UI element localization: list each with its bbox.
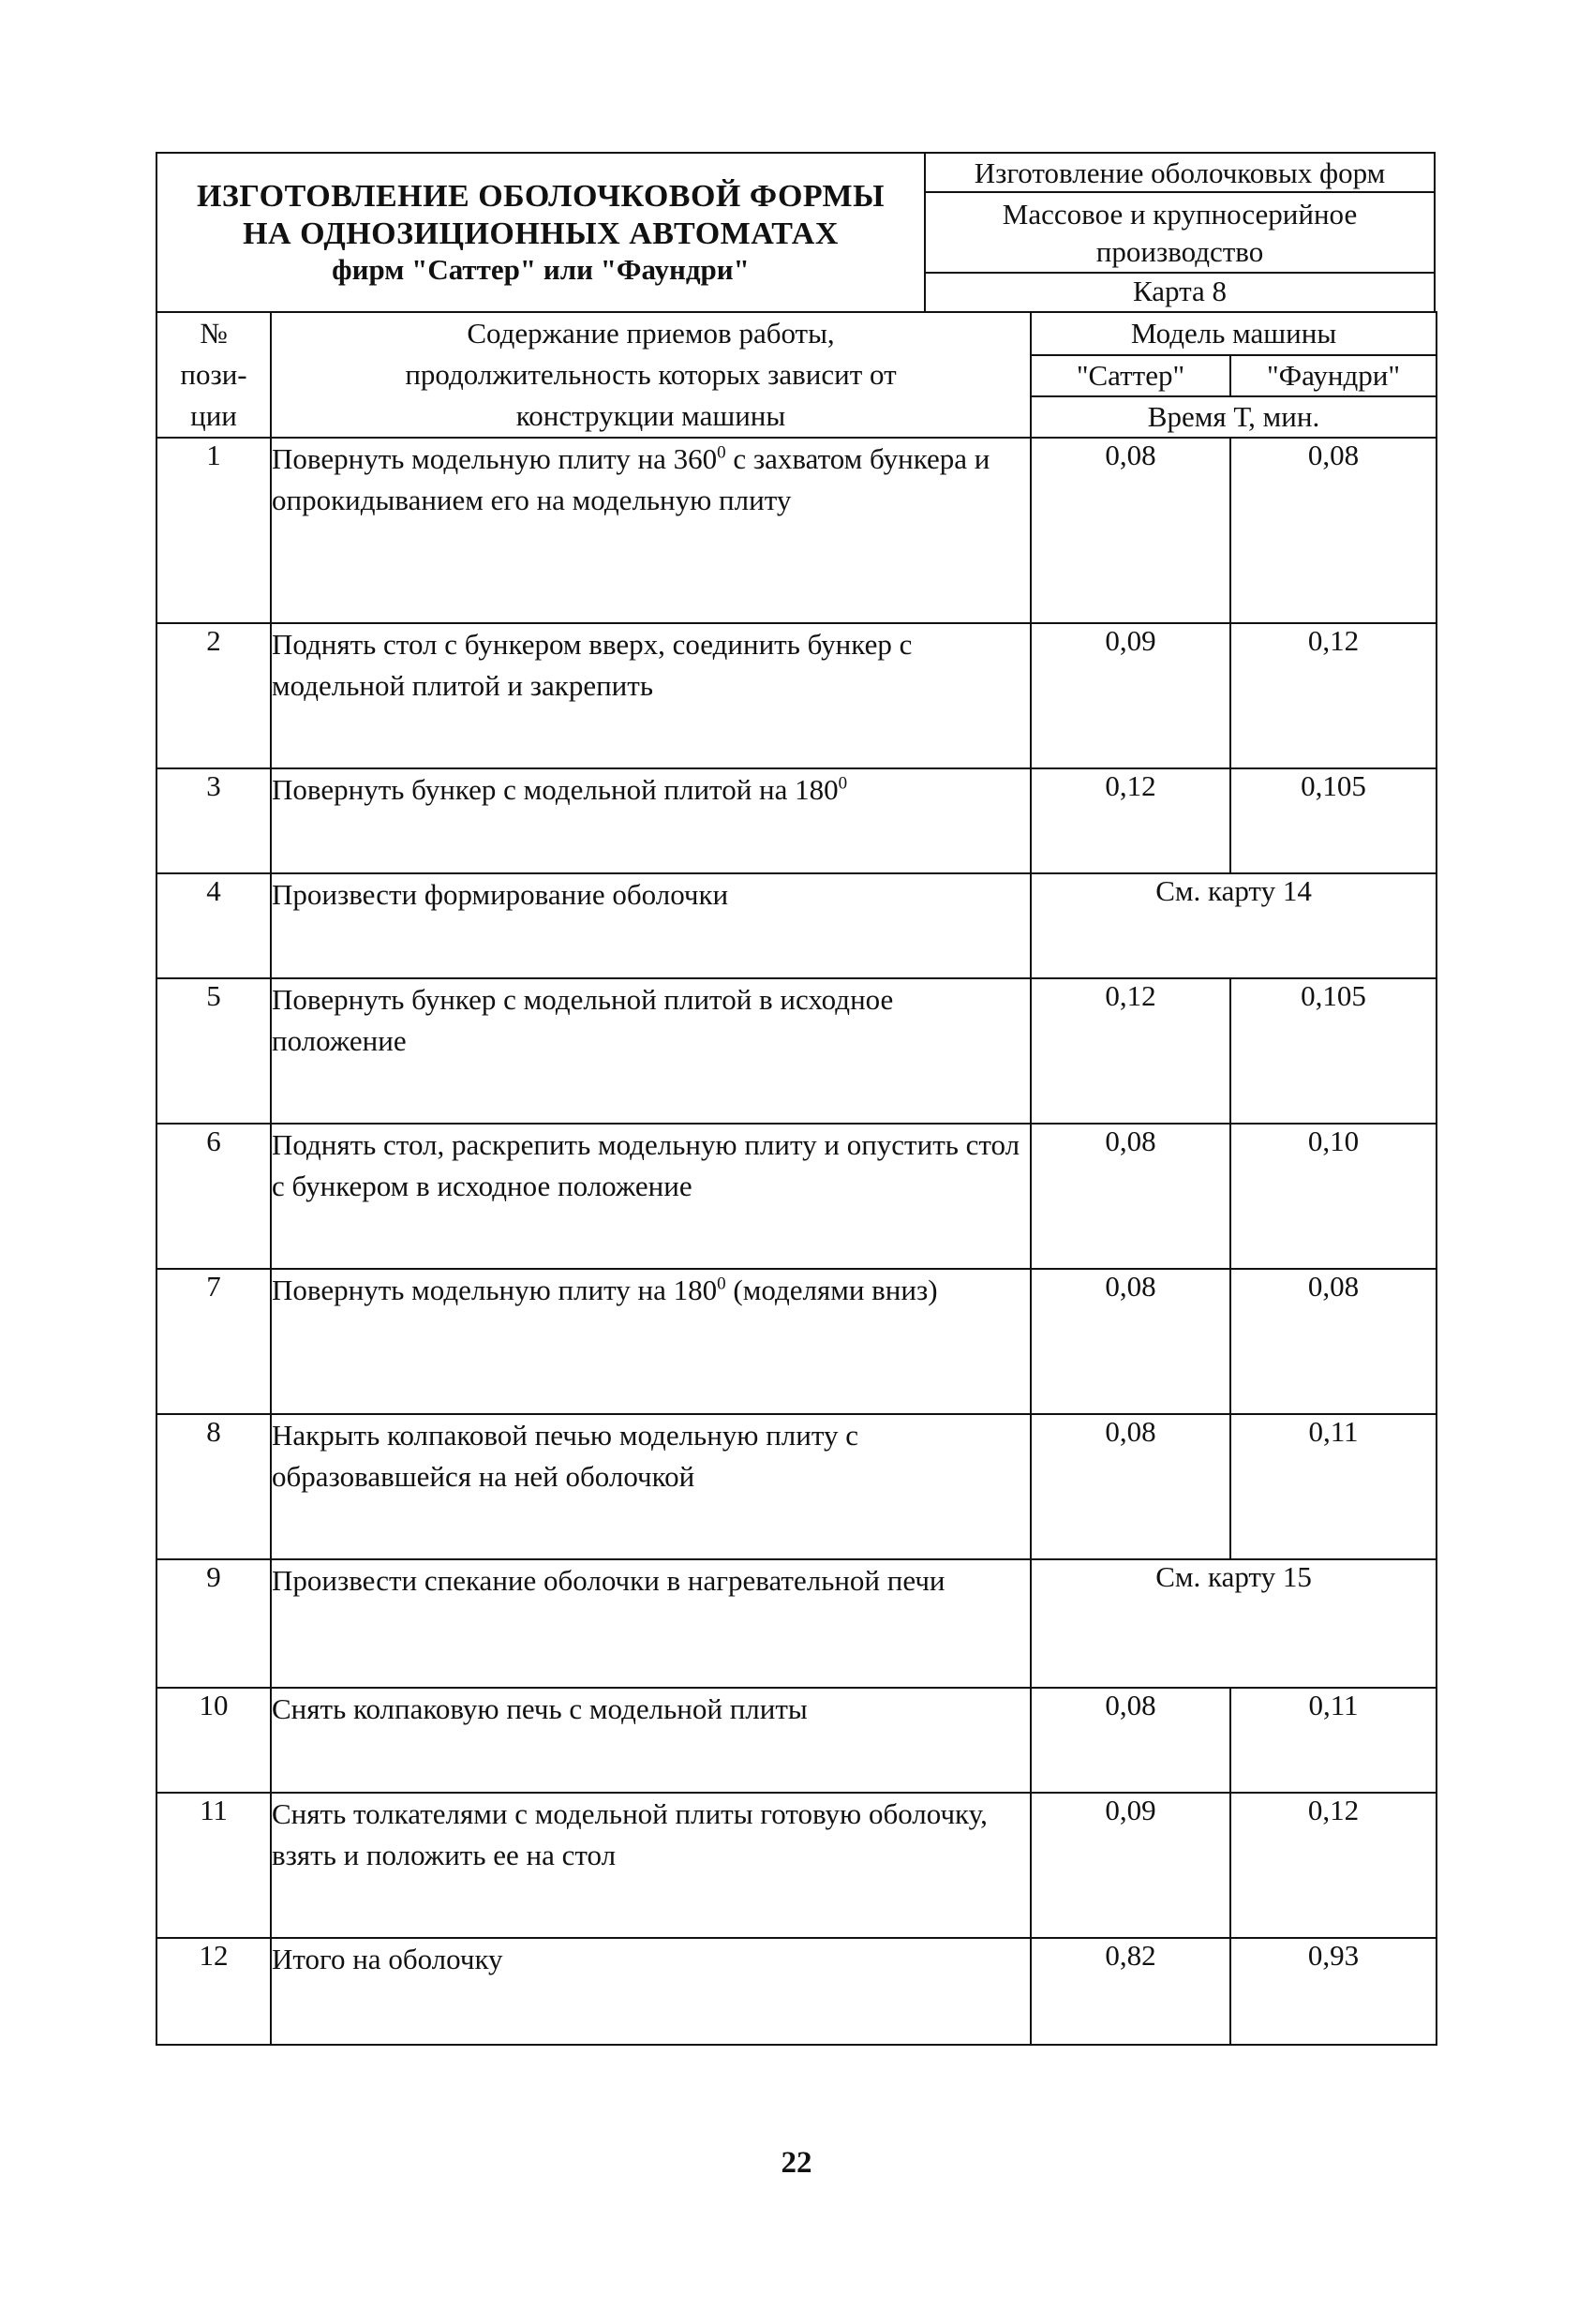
row-description-text: Снять колпаковую печь с модельной плиты [272,1692,808,1725]
row-description [271,1793,1031,1938]
table-row [156,1269,1437,1414]
header-model-foundry: "Фаундри" [1230,355,1437,396]
row-time-satter: 0,12 [1031,978,1230,1124]
header-machine-model: Модель машины [1031,312,1437,355]
row-time-satter: 0,08 [1031,438,1230,623]
row-description-text: Повернуть бункер с модельной плитой на 180 [272,773,839,806]
row-time-satter: 0,12 [1031,768,1230,873]
row-number: 5 [156,978,271,1124]
degree-superscript: 0 [717,1274,726,1294]
table-row [156,1559,1437,1688]
table-row [156,623,1437,768]
row-description-text: Снять толкателями с модельной плиты готовую оболочку, взять и положить ее на стол [272,1797,988,1871]
row-number: 3 [156,768,271,873]
row-time-satter: 0,09 [1031,1793,1230,1938]
card-meta [926,154,1434,311]
card-number: Карта 8 [1132,275,1228,307]
operations-table [156,311,1437,2046]
row-time-satter: 0,08 [1031,1688,1230,1793]
table-row [156,1688,1437,1793]
row-number: 11 [156,1793,271,1938]
row-number: 9 [156,1559,271,1688]
card-header [156,152,1436,313]
row-reference: См. карту 14 [1031,873,1437,978]
row-description-text: Повернуть модельную плиту на 360 [272,442,718,475]
table-row [156,1793,1437,1938]
category-label: Изготовление оболочковых форм [926,154,1434,193]
title-line-2: НА ОДНОЗИЦИОННЫХ АВТОМАТАХ [243,216,839,251]
header-model-satter: "Саттер" [1031,355,1230,396]
card-title [157,154,926,311]
table-row [156,1938,1437,2045]
row-description-text: Произвести спекание оболочки в нагревательной печи [272,1564,945,1597]
row-time-foundry: 0,12 [1230,623,1437,768]
row-description-text: Повернуть бункер с модельной плитой в исходное положение [272,983,894,1057]
row-number: 10 [156,1688,271,1793]
row-description [271,1124,1031,1269]
header-position-number: № пози-ции [156,312,271,438]
row-description-text: Повернуть модельную плиту на 180 [272,1274,718,1306]
degree-superscript: 0 [838,773,848,794]
row-time-foundry: 0,08 [1230,1269,1437,1414]
row-time-foundry: 0,08 [1230,438,1437,623]
operations-body [156,438,1437,2045]
row-time-satter: 0,08 [1031,1124,1230,1269]
row-description [271,978,1031,1124]
row-description-text: Поднять стол, раскрепить модельную плиту и опустить стол с бункером в исходное положение [272,1128,1020,1202]
title-line-1: ИЗГОТОВЛЕНИЕ ОБОЛОЧКОВОЙ ФОРМЫ [196,178,886,214]
row-time-foundry: 0,12 [1230,1793,1437,1938]
header-time: Время Т, мин. [1031,396,1437,438]
table-row [156,978,1437,1124]
title-line-3: фирм "Саттер" или "Фаундри" [332,252,750,286]
row-time-foundry: 0,93 [1230,1938,1437,2045]
production-label: Массовое и крупносерийное производство [926,193,1434,274]
row-description [271,1688,1031,1793]
degree-superscript: 0 [717,442,726,463]
row-description-text: Итого на оболочку [272,1943,503,1975]
table-row [156,1124,1437,1269]
row-time-foundry: 0,10 [1230,1124,1437,1269]
row-number: 6 [156,1124,271,1269]
table-row [156,873,1437,978]
row-number: 2 [156,623,271,768]
row-time-foundry: 0,11 [1230,1414,1437,1559]
header-description: Содержание приемов работы, продолжительность которых зависит от конструкции машины [271,312,1031,438]
row-description [271,438,1031,623]
row-reference: См. карту 15 [1031,1559,1437,1688]
row-description-text: Произвести формирование оболочки [272,878,729,911]
row-description [271,623,1031,768]
table-row [156,438,1437,623]
row-time-satter: 0,82 [1031,1938,1230,2045]
row-time-foundry: 0,11 [1230,1688,1437,1793]
row-number: 7 [156,1269,271,1414]
row-number: 1 [156,438,271,623]
row-time-foundry: 0,105 [1230,768,1437,873]
row-description [271,1269,1031,1414]
row-time-satter: 0,09 [1031,623,1230,768]
row-number: 4 [156,873,271,978]
row-number: 12 [156,1938,271,2045]
row-description [271,1938,1031,2045]
table-row [156,1414,1437,1559]
row-description [271,768,1031,873]
row-number: 8 [156,1414,271,1559]
page-number: 22 [781,2146,812,2180]
row-description [271,1559,1031,1688]
row-time-satter: 0,08 [1031,1269,1230,1414]
row-time-satter: 0,08 [1031,1414,1230,1559]
row-description-text: Накрыть колпаковой печью модельную плиту с образовавшейся на ней оболочкой [272,1419,858,1493]
row-time-foundry: 0,105 [1230,978,1437,1124]
row-description [271,873,1031,978]
row-description-text-cont: с захватом бункера и опрокидыванием его на модельную плиту [272,442,990,516]
row-description-text: Поднять стол с бункером вверх, соединить бункер с модельной плитой и закрепить [272,628,913,702]
row-description [271,1414,1031,1559]
row-description-text-cont: (моделями вниз) [725,1274,938,1306]
table-row [156,768,1437,873]
